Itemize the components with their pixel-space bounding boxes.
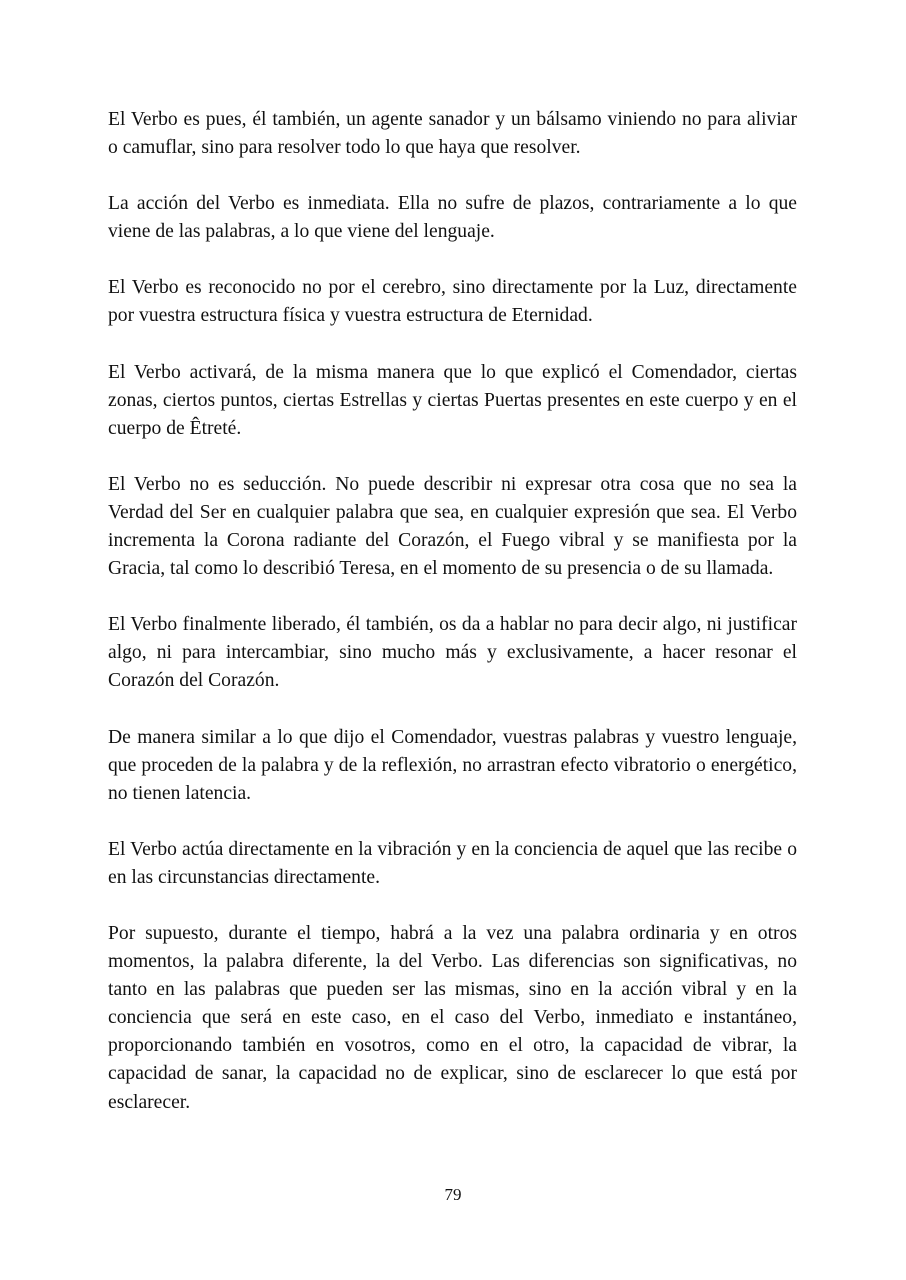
paragraph-7: De manera similar a lo que dijo el Comendador, vuestras palabras y vuestro lenguaje, que proceden de la palabra y de la reflexión, no arrastran efecto vibratorio o energético, no tienen latencia.	[108, 726, 797, 804]
paragraph-8: El Verbo actúa directamente en la vibración y en la conciencia de aquel que las recibe o en las circunstancias directamente.	[108, 838, 797, 888]
paragraph-2: La acción del Verbo es inmediata. Ella no sufre de plazos, contrariamente a lo que viene de las palabras, a lo que viene del lenguaje.	[108, 193, 797, 243]
page-body	[108, 106, 797, 1145]
page-number: 79	[444, 1185, 462, 1204]
paragraph-6: El Verbo finalmente liberado, él también, os da a hablar no para decir algo, ni justificar algo, ni para intercambiar, sino mucho más y exclusivamente, a hacer resonar el Corazón del Corazón.	[108, 614, 797, 692]
paragraph-5: El Verbo no es seducción. No puede describir ni expresar otra cosa que no sea la Verdad del Ser en cualquier palabra que sea, en cualquier expresión que sea. El Verbo incrementa la Corona radiante del Corazón, el Fuego vibral y se manifiesta por la Gracia, tal como lo describió Teresa, en el momento de su presencia o de su llamada.	[108, 473, 797, 580]
paragraph-1: El Verbo es pues, él también, un agente sanador y un bálsamo viniendo no para aliviar o camuflar, sino para resolver todo lo que haya que resolver.	[108, 109, 797, 159]
paragraph-9: Por supuesto, durante el tiempo, habrá a la vez una palabra ordinaria y en otros momentos, la palabra diferente, la del Verbo. Las diferencias son significativas, no tanto en las palabras que pueden ser las mismas, sino en la acción vibral y en la conciencia que será en este caso, en el caso del Verbo, inmediato e instantáneo, proporcionando también en vosotros, como en el otro, la capacidad de vibrar, la capacidad de sanar, la capacidad no de explicar, sino de esclarecer lo que está por esclarecer.	[108, 922, 797, 1113]
paragraph-3: El Verbo es reconocido no por el cerebro, sino directamente por la Luz, directamente por vuestra estructura física y vuestra estructura de Eternidad.	[108, 277, 797, 327]
paragraph-4: El Verbo activará, de la misma manera que lo que explicó el Comendador, ciertas zonas, ciertos puntos, ciertas Estrellas y ciertas Puertas presentes en este cuerpo y en el cuerpo de Êtreté.	[108, 361, 797, 439]
